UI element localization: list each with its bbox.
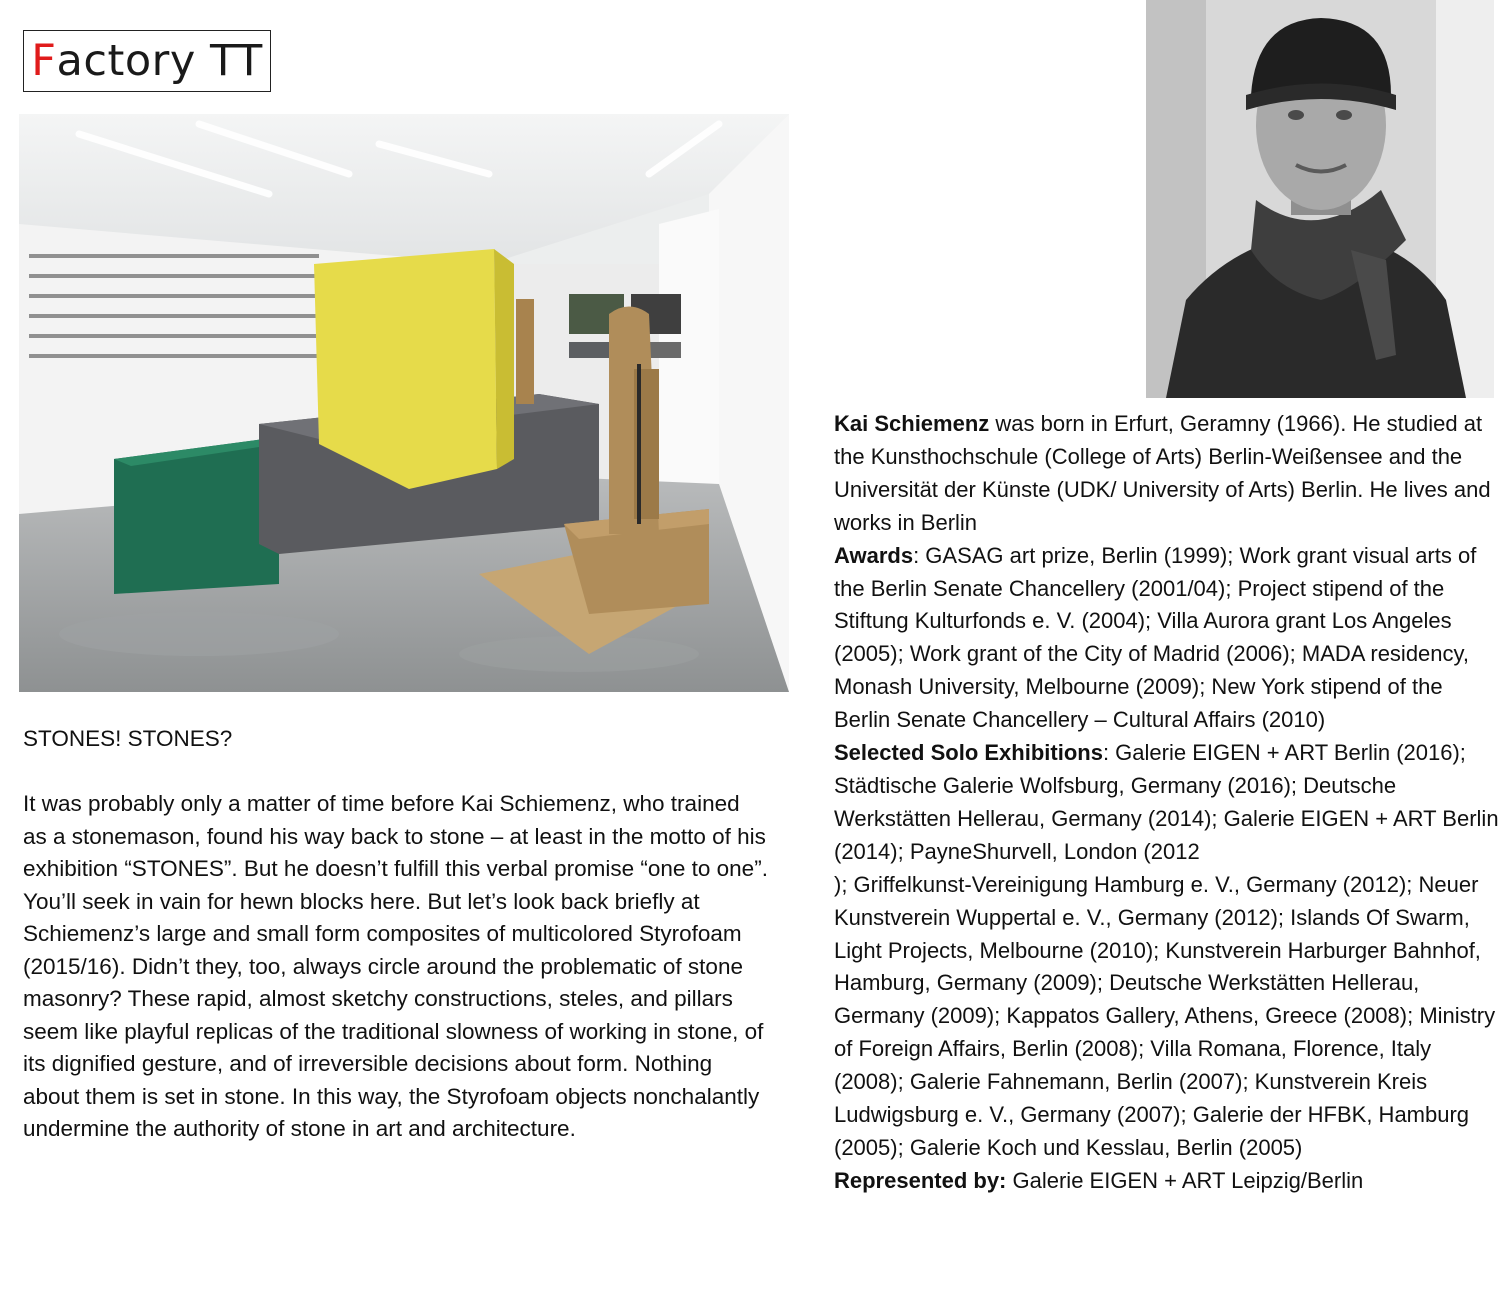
bio-awards: [834, 540, 1500, 737]
represented-text: Galerie EIGEN + ART Leipzig/Berlin: [1006, 1167, 1364, 1193]
bio-represented: [834, 1165, 1500, 1198]
represented-label: Represented by:: [834, 1167, 1007, 1193]
awards-label: Awards: [834, 542, 914, 568]
logo-rest: actory TT: [56, 36, 263, 86]
solo-exhibitions-text-2: ); Griffelkunst-Vereinigung Hamburg e. V., Germany (2012); Neuer Kunstverein Wuppertal e. V., Germany (2012); Islands Of Swarm, Light Projects, Melbourne (2010); Kunstverein Harburger Bahnhof, Hamburg, Germany (2009); Deutsche Werkstätten Hellerau, Germany (2009); Kappatos Gallery, Athens, Greece (2008); Ministry of Foreign Affairs, Berlin (2008); Villa Romana, Florence, Italy (2008); Galerie Fahnemann, Berlin (2007); Kunstverein Kreis Ludwigsburg e. V., Germany (2007); Galerie der HFBK, Hamburg (2005); Galerie Koch und Kesslau, Berlin (2005): [834, 871, 1496, 1160]
bio-intro: [834, 408, 1500, 540]
logo-first-letter: F: [31, 36, 57, 86]
exhibition-description: It was probably only a matter of time before Kai Schiemenz, who trained as a stonemason, found his way back to stone – at least in the motto of his exhibition “STONES”. But he doesn’t fulfill this verbal promise “one to one”. You’ll seek in vain for hewn blocks here. But let’s look back briefly at Schiemenz’s large and small form composites of multicolored Styrofoam (2015/16). Didn’t they, too, always circle around the problematic of stone masonry? These rapid, almost sketchy constructions, steles, and pillars seem like playful replicas of the traditional slowness of working in stone, of its dignified gesture, and of irreversible decisions about form. Nothing about them is set in stone. In this way, the Styrofoam objects nonchalantly undermine the authority of stone in art and architecture.: [23, 791, 768, 1141]
exhibition-text: [23, 723, 768, 1146]
gallery-scene: [19, 114, 789, 692]
solo-exhibitions-text-1: : Galerie EIGEN + ART Berlin (2016); Städtische Galerie Wolfsburg, Germany (2016); Deutsche Werkstätten Hellerau, Germany (2014); Galerie EIGEN + ART Berlin (2014); PayneShurvell, London (2012: [834, 740, 1499, 864]
exhibition-photo: [19, 114, 789, 692]
artist-portrait: [1146, 0, 1494, 398]
solo-exhibitions-label: Selected Solo Exhibitions: [834, 740, 1103, 766]
bio-solo-exhibitions: [834, 737, 1500, 1165]
artist-bio: [834, 408, 1500, 1198]
exhibition-title: STONES! STONES?: [23, 726, 233, 751]
awards-text: : GASAG art prize, Berlin (1999); Work grant visual arts of the Berlin Senate Chancellery (2001/04); Project stipend of the Stiftung Kulturfonds e. V. (2004); Villa Aurora grant Los Angeles (2005); Work grant of the City of Madrid (2006); MADA residency, Monash University, Melbourne (2009); New York stipend of the Berlin Senate Chancellery – Cultural Affairs (2010): [834, 542, 1477, 733]
factory-tt-logo: [23, 30, 271, 92]
portrait-photo: [1146, 0, 1494, 398]
artist-name: Kai Schiemenz: [834, 411, 990, 436]
bio-intro-text: was born in Erfurt, Geramny (1966). He studied at the Kunsthochschule (College of Arts) Berlin-Weißensee and the Universität der Künste (UDK/ University of Arts) Berlin. He lives and works in Berlin: [834, 411, 1491, 535]
